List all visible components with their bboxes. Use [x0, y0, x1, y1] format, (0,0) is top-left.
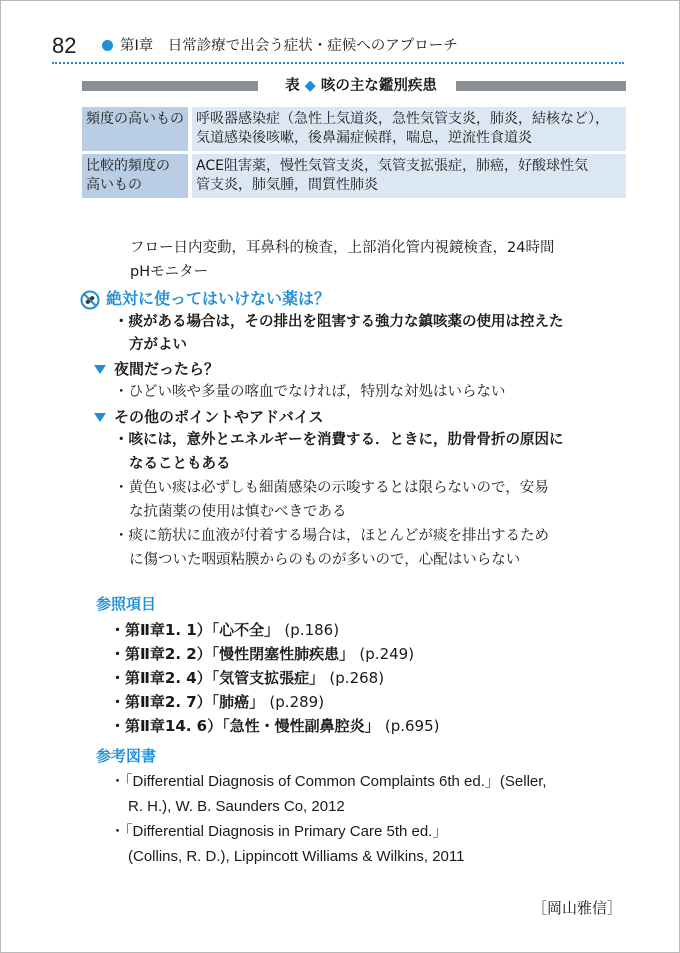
reference-page: (p.186) — [284, 621, 340, 639]
row-label-text: 頻度の高いもの — [86, 111, 184, 127]
literature-line: ・「Differential Diagnosis of Common Complaints 6th ed.」(Seller, — [110, 773, 547, 790]
page-number: 82 — [52, 33, 77, 58]
table-row — [82, 154, 626, 198]
table-title-text: 咳の主な鑑別疾患 — [320, 78, 437, 94]
other-line: な抗菌薬の使用は慎むべきである — [129, 504, 347, 520]
reference-page: (p.695) — [384, 717, 440, 735]
night-heading: 夜間だったら？ — [114, 360, 220, 378]
chapter-bullet-icon — [102, 40, 113, 51]
prohibited-heading: 絶対に使ってはいけない薬は？ — [106, 289, 331, 308]
reference-item — [110, 715, 439, 737]
exam-text-line: pHモニター — [130, 264, 209, 280]
reference-text: ・第Ⅱ章2. 4）「気管支拡張症」 — [110, 669, 325, 687]
night-line: ・ひどい咳や多量の喀血でなければ，特別な対処はいらない — [114, 384, 506, 400]
other-heading: その他のポイントやアドバイス — [114, 408, 324, 426]
other-line: ・痰に筋状に血液が付着する場合は，ほとんどが痰を排出するため — [114, 528, 549, 544]
reference-page: (p.249) — [359, 645, 415, 663]
author-credit: ［岡山雅信］ — [531, 899, 622, 917]
page-header — [52, 34, 624, 60]
chapter-title: 第Ⅰ章 日常診療で出会う症状・症候へのアプローチ — [120, 38, 458, 54]
exam-text-line: フロー日内変動，耳鼻科的検査，上部消化管内視鏡検査，24時間 — [130, 240, 555, 256]
table-title-row — [82, 77, 626, 95]
prohibited-line: 方がよい — [129, 337, 187, 353]
row-label-text: 比較的頻度の — [86, 158, 170, 174]
title-bar-left — [82, 81, 258, 91]
row-label-text: 高いもの — [86, 177, 142, 193]
other-line: に傷ついた咽頭粘膜からのものが多いので，心配はいらない — [129, 552, 521, 568]
diamond-icon: ◆ — [304, 78, 316, 94]
literature-line: ・「Differential Diagnosis in Primary Care 5th ed.」 — [110, 823, 448, 840]
prohibited-line: ・痰がある場合は，その排出を阻害する強力な鎮咳薬の使用は控えた — [114, 314, 564, 330]
other-line: ・黄色い痰は必ずしも細菌感染の示唆するとは限らないので，安易 — [114, 480, 549, 496]
row-line: 呼吸器感染症（急性上気道炎，急性気管支炎，肺炎，結核など）， — [196, 111, 609, 127]
literature-heading: 参考図書 — [96, 747, 157, 765]
differential-table — [82, 104, 626, 201]
reference-item — [110, 619, 339, 641]
other-line: なることもある — [129, 456, 231, 472]
row-label — [82, 154, 188, 198]
row-line: 気道感染後咳嗽，後鼻漏症候群，喘息，逆流性食道炎 — [196, 130, 532, 146]
row-content — [192, 107, 626, 151]
row-line: ACE阻害薬，慢性気管支炎，気管支拡張症，肺癌，好酸球性気 — [196, 158, 588, 174]
header-divider — [52, 62, 624, 64]
references-heading: 参照項目 — [96, 595, 157, 613]
reference-page: (p.289) — [269, 693, 325, 711]
reference-text: ・第Ⅱ章2. 2）「慢性閉塞性肺疾患」 — [110, 645, 355, 663]
reference-item — [110, 691, 324, 713]
literature-line: R. H.), W. B. Saunders Co, 2012 — [128, 798, 345, 815]
reference-text: ・第Ⅱ章2. 7）「肺癌」 — [110, 693, 265, 711]
reference-text: ・第Ⅱ章1. 1）「心不全」 — [110, 621, 280, 639]
table-row — [82, 107, 626, 151]
row-line: 管支炎，肺気腫，間質性肺炎 — [196, 177, 378, 193]
triangle-bullet-icon — [94, 413, 106, 422]
reference-text: ・第Ⅱ章14. 6）「急性・慢性副鼻腔炎」 — [110, 717, 380, 735]
prohibited-drug-icon — [80, 290, 100, 310]
literature-line: (Collins, R. D.), Lippincott Williams & Wilkins, 2011 — [128, 848, 465, 865]
table-title-prefix: 表 — [285, 78, 300, 94]
reference-item — [110, 667, 384, 689]
table-title — [266, 77, 456, 95]
reference-page: (p.268) — [329, 669, 385, 687]
row-label — [82, 107, 188, 151]
reference-item — [110, 643, 414, 665]
triangle-bullet-icon — [94, 365, 106, 374]
row-content — [192, 154, 626, 198]
title-bar-right — [456, 81, 626, 91]
other-line: ・咳には，意外とエネルギーを消費する．ときに，肋骨骨折の原因に — [114, 432, 564, 448]
